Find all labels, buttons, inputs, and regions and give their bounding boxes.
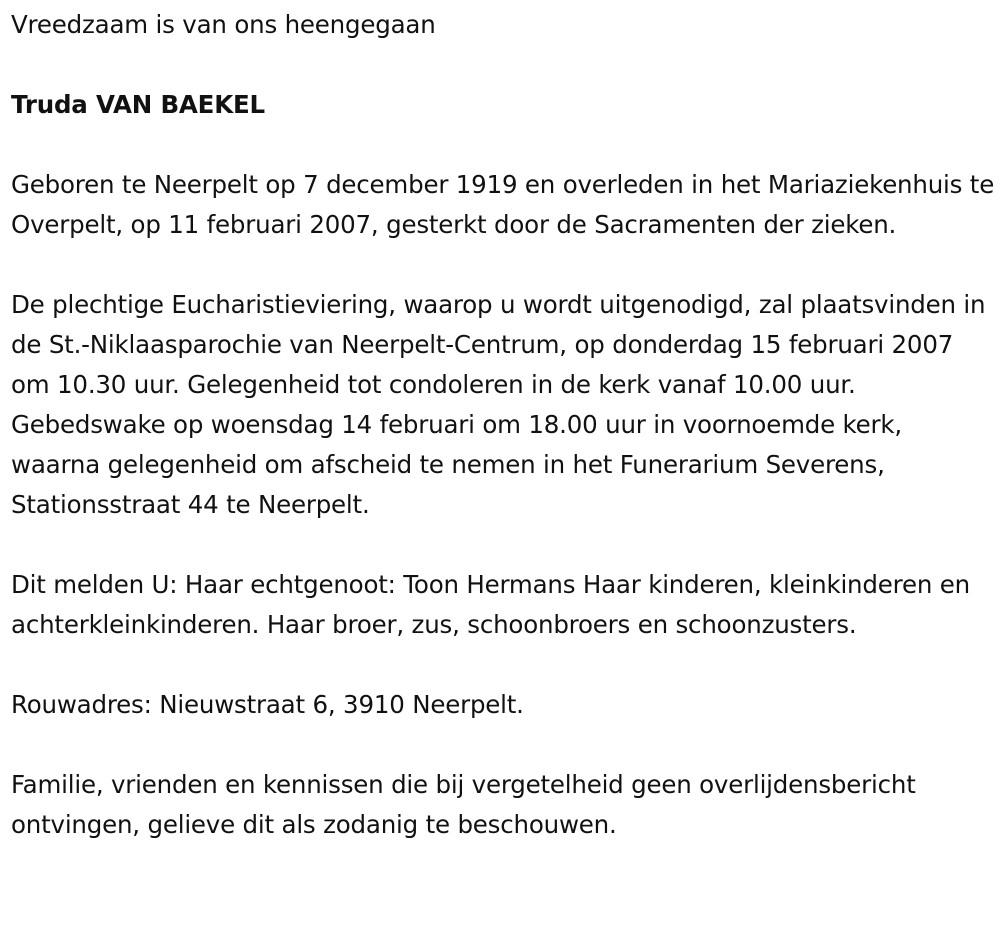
mourning-address: Rouwadres: Nieuwstraat 6, 3910 Neerpelt. (11, 690, 524, 719)
intro-text: Vreedzaam is van ons heengegaan (11, 10, 436, 39)
death-notice (11, 5, 995, 845)
family-paragraph: Dit melden U: Haar echtgenoot: Toon Hermans Haar kinderen, kleinkinderen en achterkleinkinderen. Haar broer, zus, schoonbroers en schoonzusters. (11, 570, 970, 639)
deceased-name: Truda VAN BAEKEL (11, 90, 265, 119)
ceremony-paragraph: De plechtige Eucharistieviering, waarop u wordt uitgenodigd, zal plaatsvinden in de St.-Niklaasparochie van Neerpelt-Centrum, op donderdag 15 februari 2007 om 10.30 uur. Gelegenheid tot condoleren in de kerk vanaf 10.00 uur. Gebedswake op woensdag 14 februari om 18.00 uur in voornoemde kerk, waarna gelegenheid om afscheid te nemen in het Funerarium Severens, Stationsstraat 44 te Neerpelt. (11, 290, 986, 519)
birth-death-paragraph: Geboren te Neerpelt op 7 december 1919 en overleden in het Mariaziekenhuis te Overpelt, op 11 februari 2007, gesterkt door de Sacramenten der zieken. (11, 170, 995, 239)
closing-paragraph: Familie, vrienden en kennissen die bij vergetelheid geen overlijdensbericht ontvingen, gelieve dit als zodanig te beschouwen. (11, 770, 916, 839)
